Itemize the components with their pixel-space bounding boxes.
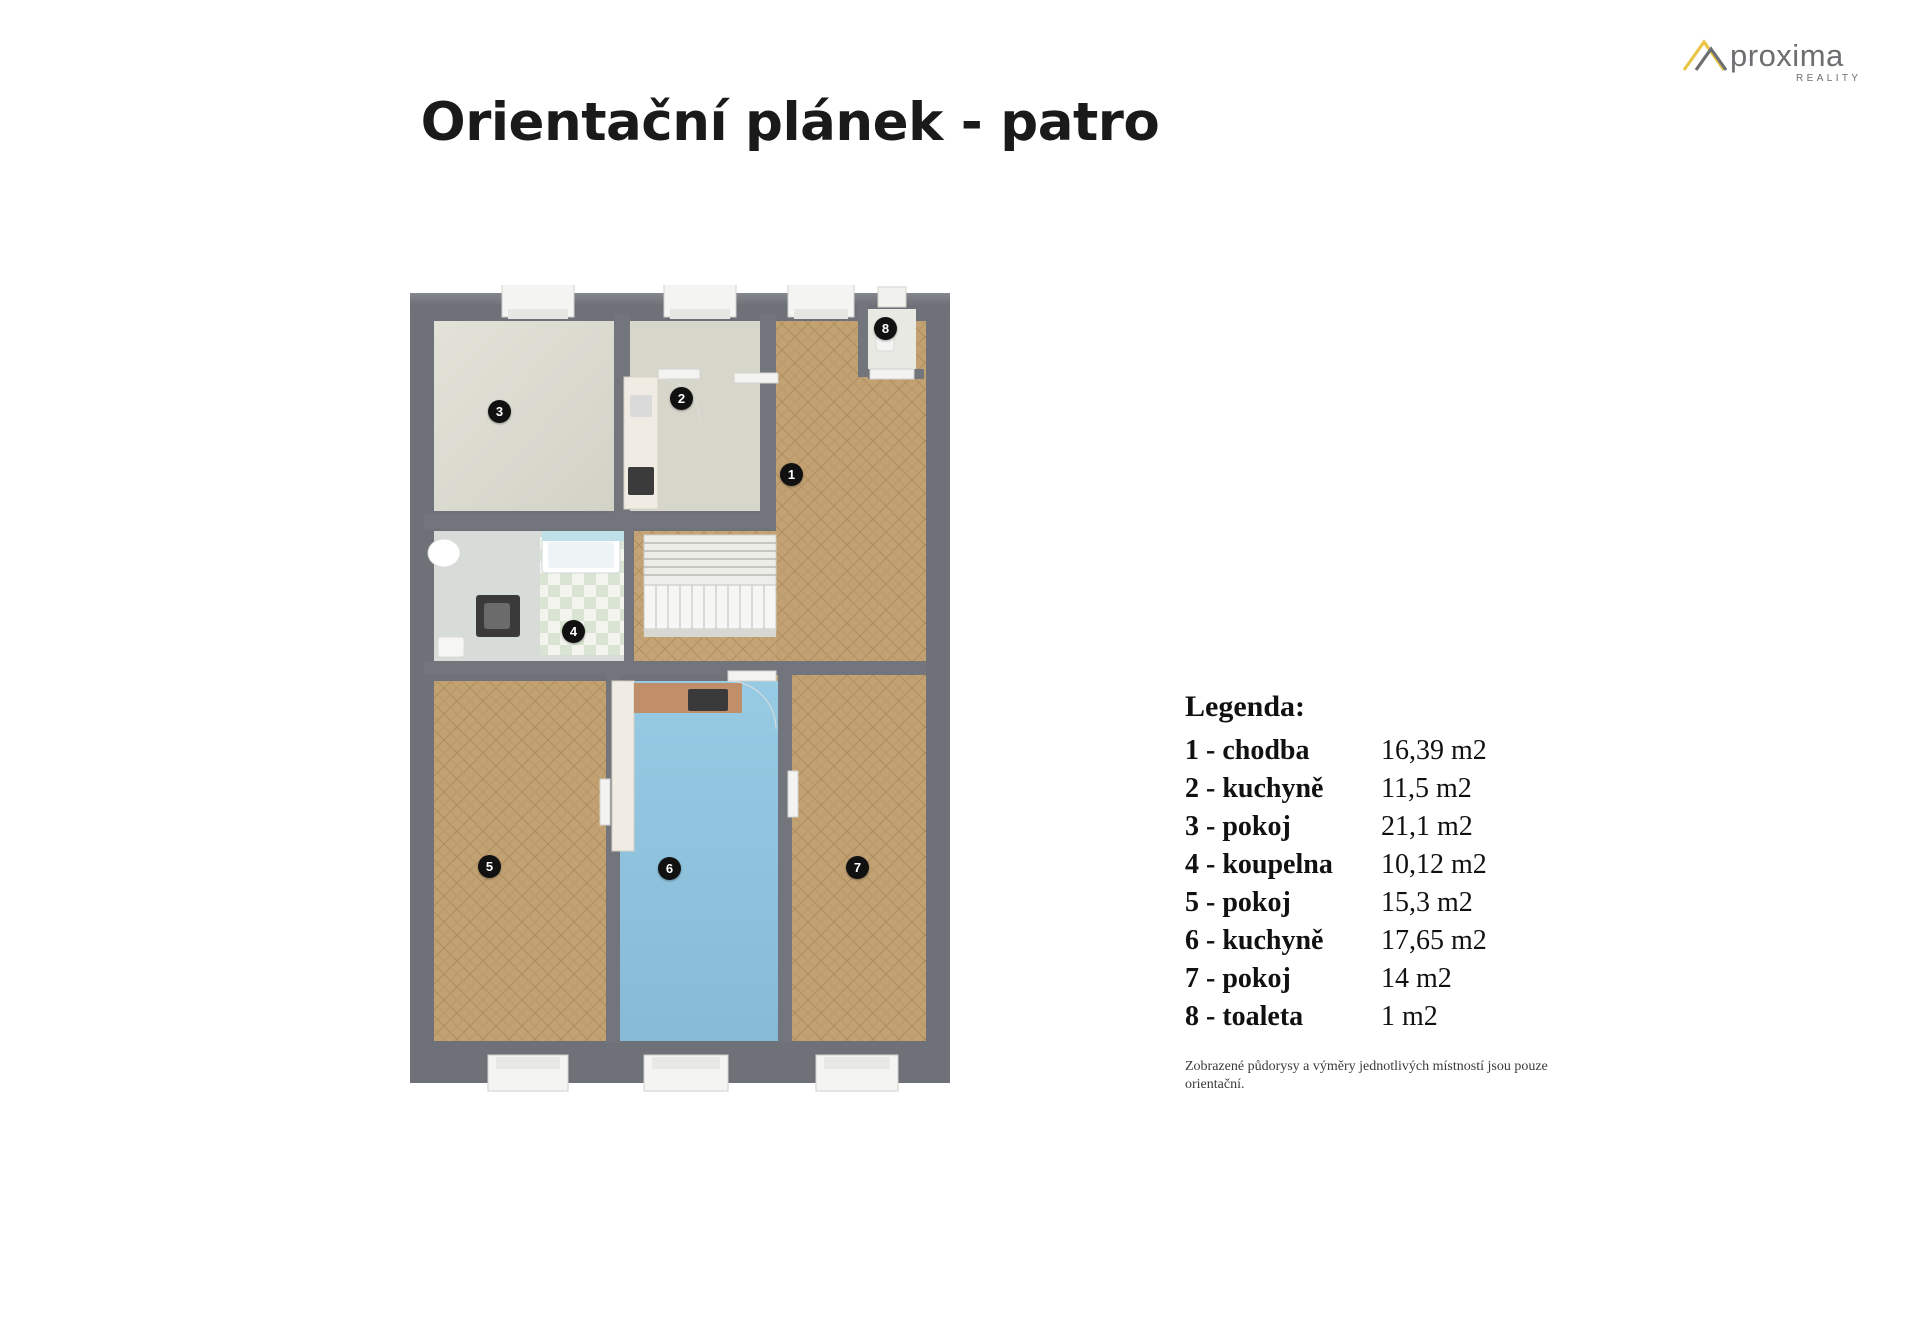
legend-title: Legenda: bbox=[1185, 690, 1305, 723]
window bbox=[788, 285, 854, 319]
room-badge-5: 5 bbox=[478, 855, 501, 878]
legend-disclaimer: Zobrazené půdorysy a výměry jednotlivých místností jsou pouze orientační. bbox=[1185, 1059, 1548, 1092]
legend-row-6 bbox=[1185, 922, 1605, 960]
legend-area-3: 21,1 m2 bbox=[1381, 811, 1473, 842]
legend-label-7: 7 - pokoj bbox=[1185, 963, 1291, 994]
window bbox=[664, 285, 736, 319]
washing-machine-door bbox=[484, 603, 510, 629]
legend-area-7: 14 m2 bbox=[1381, 963, 1452, 994]
bathtub-inner bbox=[548, 542, 614, 568]
page-title bbox=[0, 92, 1920, 153]
legend-row-5 bbox=[1185, 884, 1605, 922]
room-6-floor bbox=[620, 681, 780, 1041]
legend-label-4: 4 - koupelna bbox=[1185, 849, 1333, 880]
door bbox=[658, 369, 700, 379]
legend-area-8: 1 m2 bbox=[1381, 1001, 1438, 1032]
legend-row-8 bbox=[1185, 998, 1605, 1036]
kitchen-appliance bbox=[688, 689, 728, 711]
window bbox=[502, 285, 574, 319]
legend-area-2: 11,5 m2 bbox=[1381, 773, 1472, 804]
door bbox=[870, 369, 914, 379]
sink-basin bbox=[428, 539, 460, 567]
room-5-floor bbox=[434, 681, 606, 1041]
legend-area-5: 15,3 m2 bbox=[1381, 887, 1473, 918]
proxima-reality-logo bbox=[1678, 30, 1868, 92]
window bbox=[644, 1055, 728, 1091]
legend-row-3 bbox=[1185, 808, 1605, 846]
window bbox=[816, 1055, 898, 1091]
room-badge-8: 8 bbox=[874, 317, 897, 340]
legend-label-3: 3 - pokoj bbox=[1185, 811, 1291, 842]
window-small bbox=[878, 287, 906, 307]
windows-top bbox=[502, 285, 906, 319]
kitchen-counter bbox=[612, 681, 634, 851]
svg-text:proxima: proxima bbox=[1730, 38, 1844, 73]
windows-bottom bbox=[488, 1055, 898, 1091]
room-badge-2: 2 bbox=[670, 387, 693, 410]
room-badge-4: 4 bbox=[562, 620, 585, 643]
room-3-floor bbox=[434, 321, 614, 511]
room-badge-1: 1 bbox=[780, 463, 803, 486]
window bbox=[488, 1055, 568, 1091]
page-title-text: Orientační plánek - patro bbox=[420, 92, 1160, 153]
legend-label-8: 8 - toaleta bbox=[1185, 1001, 1304, 1032]
legend-label-5: 5 - pokoj bbox=[1185, 887, 1291, 918]
door bbox=[734, 373, 778, 383]
legend-label-1: 1 - chodba bbox=[1185, 735, 1310, 766]
room-badge-6: 6 bbox=[658, 857, 681, 880]
legend bbox=[1185, 690, 1605, 1094]
staircase bbox=[644, 535, 776, 637]
door bbox=[600, 779, 610, 825]
legend-area-4: 10,12 m2 bbox=[1381, 849, 1487, 880]
svg-text:REALITY: REALITY bbox=[1796, 73, 1862, 84]
legend-row-4 bbox=[1185, 846, 1605, 884]
door bbox=[788, 771, 798, 817]
toilet bbox=[438, 637, 464, 657]
door bbox=[728, 671, 776, 681]
logo-roof-icon bbox=[1684, 42, 1726, 70]
legend-row-1 bbox=[1185, 732, 1605, 770]
legend-area-1: 16,39 m2 bbox=[1381, 735, 1487, 766]
room-badge-7: 7 bbox=[846, 856, 869, 879]
legend-area-6: 17,65 m2 bbox=[1381, 925, 1487, 956]
legend-label-6: 6 - kuchyně bbox=[1185, 925, 1324, 956]
legend-label-2: 2 - kuchyně bbox=[1185, 773, 1324, 804]
floor-plan-upper-floor bbox=[392, 285, 1064, 1095]
sink bbox=[630, 395, 652, 417]
room-badge-3: 3 bbox=[488, 400, 511, 423]
legend-row-2 bbox=[1185, 770, 1605, 808]
stove bbox=[628, 467, 654, 495]
tile-wall bbox=[542, 531, 624, 541]
legend-row-7 bbox=[1185, 960, 1605, 998]
